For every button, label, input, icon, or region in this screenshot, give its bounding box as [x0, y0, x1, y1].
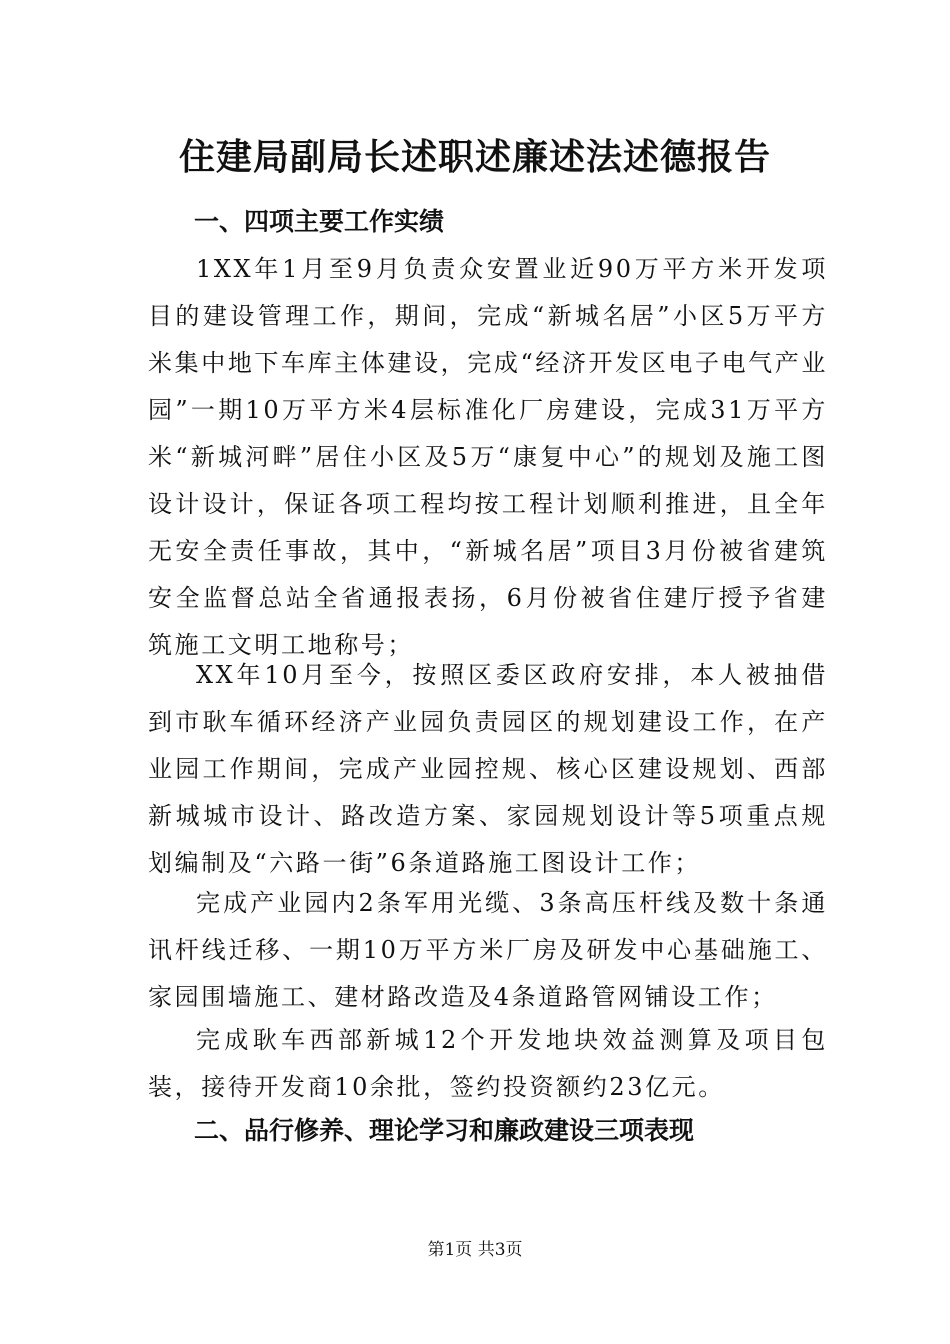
page-number-footer: 第1页 共3页 — [427, 1240, 523, 1260]
paragraph-2: XX年10月至今，按照区委区政府安排，本人被抽借到市耿车循环经济产业园负责园区的规划建设工作，在产业园工作期间，完成产业园控规、核心区建设规划、西部新城城市设计、路改造方案、家园规划设计等5项重点规划编制及“六路一街”6条道路施工图设计工作； — [148, 661, 828, 877]
document-title: 住建局副局长述职述廉述法述德报告 — [178, 136, 771, 178]
paragraph-3: 完成产业园内2条军用光缆、3条高压杆线及数十条通讯杆线迁移、一期10万平方米厂房及研发中心基础施工、家园围墙施工、建材路改造及4条道路管网铺设工作； — [148, 889, 828, 1011]
paragraph-4: 完成耿车西部新城12个开发地块效益测算及项目包装，接待开发商10余批，签约投资额约23亿元。 — [148, 1026, 828, 1101]
section-heading-1: 一、四项主要工作实绩 — [194, 207, 445, 236]
paragraph-1: 1XX年1月至9月负责众安置业近90万平方米开发项目的建设管理工作，期间，完成“新城名居”小区5万平方米集中地下车库主体建设，完成“经济开发区电子电气产业园”一期10万平方米4层标准化厂房建设，完成31万平方米“新城河畔”居住小区及5万“康复中心”的规划及施工图设计设计，保证各项工程均按工程计划顺利推进，且全年无安全责任事故，其中，“新城名居”项目3月份被省建筑安全监督总站全省通报表扬，6月份被省住建厅授予省建筑施工文明工地称号； — [148, 255, 828, 659]
section-heading-2: 二、品行修养、理论学习和廉政建设三项表现 — [194, 1116, 695, 1145]
